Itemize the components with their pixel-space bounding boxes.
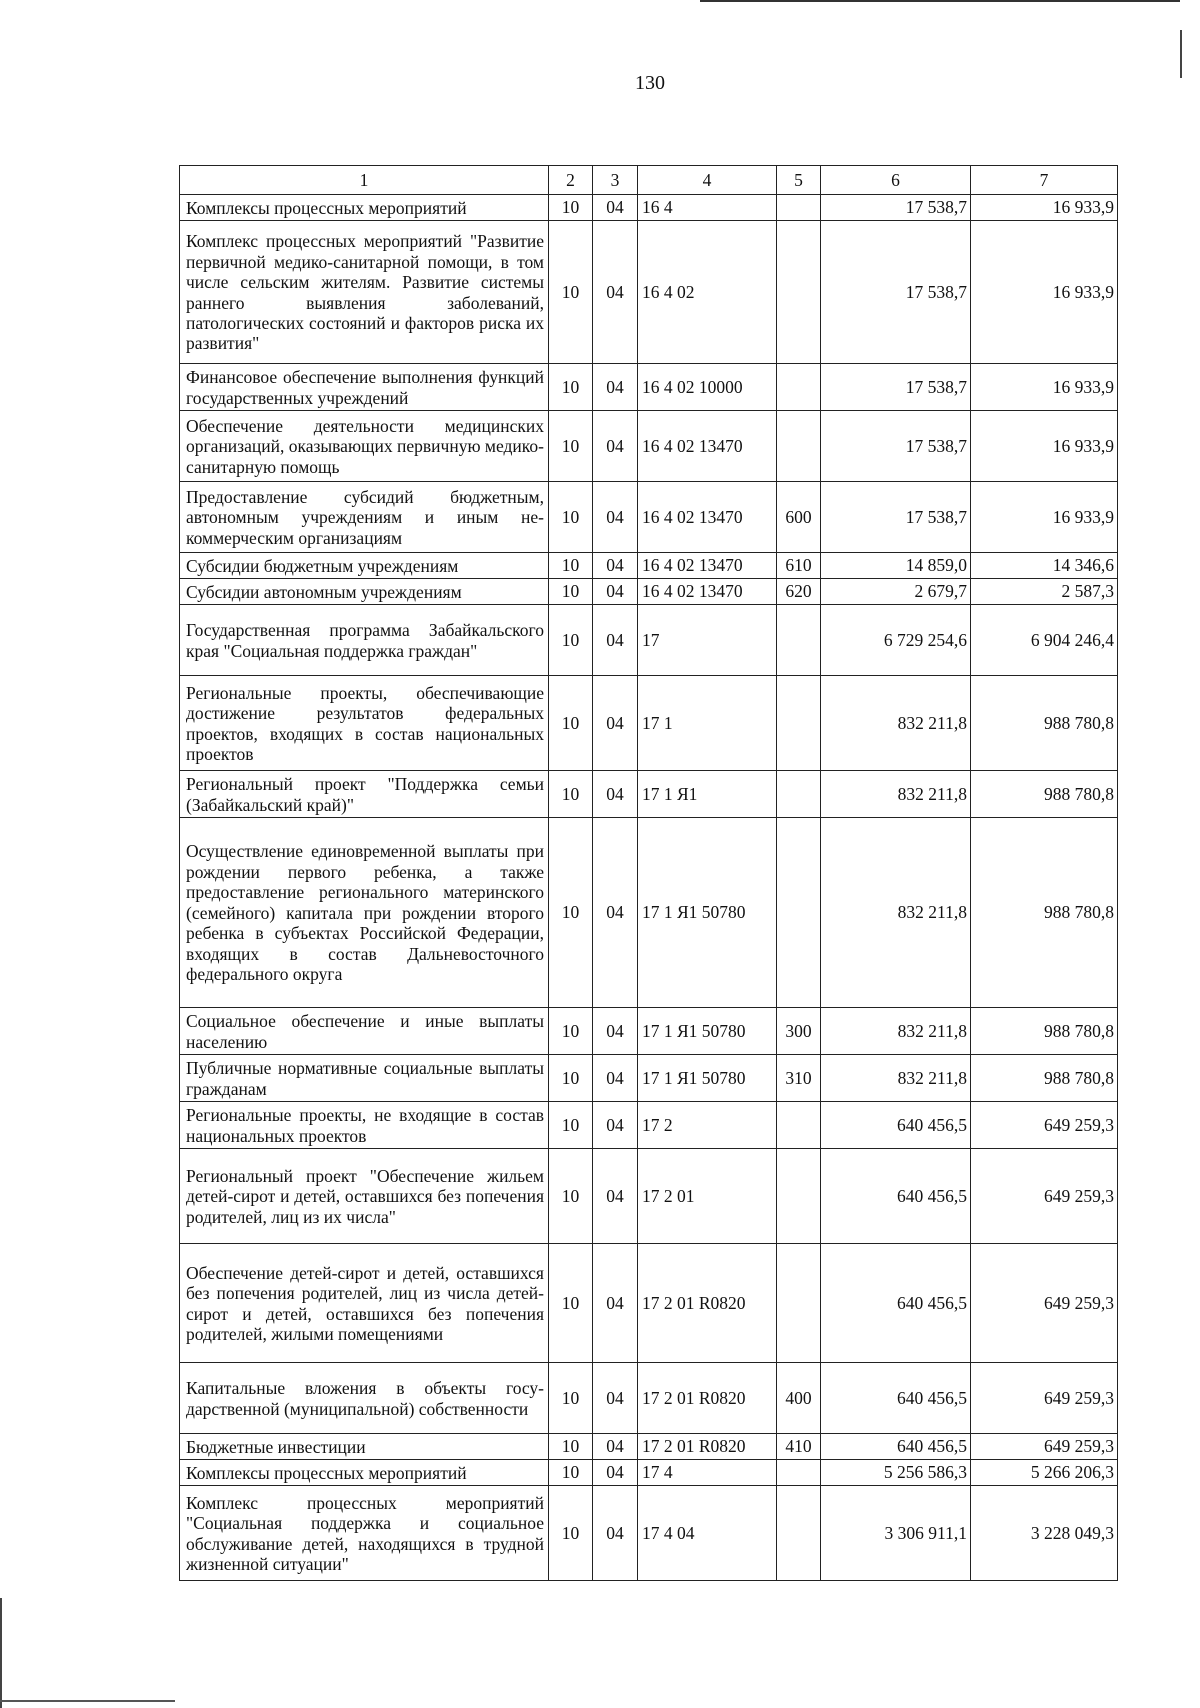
row-subsection: 04 xyxy=(593,818,638,1008)
row-section: 10 xyxy=(549,1055,593,1102)
row-amount-year2: 16 933,9 xyxy=(971,221,1118,364)
row-name: Публичные нормативные социальные выплаты гражданам xyxy=(180,1055,549,1102)
row-amount-year1: 17 538,7 xyxy=(821,195,971,221)
row-amount-year2: 649 259,3 xyxy=(971,1244,1118,1363)
row-amount-year2: 16 933,9 xyxy=(971,482,1118,553)
row-subsection: 04 xyxy=(593,676,638,771)
header-col-3: 3 xyxy=(593,166,638,195)
table-row xyxy=(180,1363,1118,1434)
header-col-6: 6 xyxy=(821,166,971,195)
row-section: 10 xyxy=(549,1149,593,1244)
row-subsection: 04 xyxy=(593,1460,638,1486)
table-header-row xyxy=(180,166,1118,195)
row-expense-type: 310 xyxy=(777,1055,821,1102)
table-row xyxy=(180,771,1118,818)
row-amount-year1: 640 456,5 xyxy=(821,1149,971,1244)
row-expense-type xyxy=(777,1486,821,1581)
row-amount-year1: 5 256 586,3 xyxy=(821,1460,971,1486)
row-name: Государственная программа Забайкальского края "Социальная поддержка граждан" xyxy=(180,605,549,676)
header-col-4: 4 xyxy=(638,166,777,195)
row-expense-type xyxy=(777,411,821,482)
row-expense-type xyxy=(777,676,821,771)
row-name: Региональный проект "Обеспечение жильем детей-сирот и детей, оставшихся без попечения родителей, лиц из их числа" xyxy=(180,1149,549,1244)
row-amount-year1: 17 538,7 xyxy=(821,482,971,553)
row-amount-year2: 3 228 049,3 xyxy=(971,1486,1118,1581)
row-amount-year2: 649 259,3 xyxy=(971,1149,1118,1244)
row-target-code: 17 1 Я1 50780 xyxy=(638,818,777,1008)
row-section: 10 xyxy=(549,1363,593,1434)
row-subsection: 04 xyxy=(593,553,638,579)
scan-margin-mark-left xyxy=(0,1598,2,1708)
row-target-code: 16 4 02 10000 xyxy=(638,364,777,411)
row-name: Комплексы процессных мероприятий xyxy=(180,1460,549,1486)
table-row xyxy=(180,553,1118,579)
row-name: Комплекс процессных мероприятий "Социальная поддержка и социальное обслуживание детей, находящихся в трудной жизненной ситуации" xyxy=(180,1486,549,1581)
row-name: Осуществление единовременной выплаты при рождении первого ребенка, а также предоставление регионального материнского (семейного) капитала при рождении второго ребенка в субъектах Российской Федерации, входящих в состав Дальневосточного федерального округа xyxy=(180,818,549,1008)
row-section: 10 xyxy=(549,1008,593,1055)
row-amount-year2: 16 933,9 xyxy=(971,364,1118,411)
row-target-code: 17 xyxy=(638,605,777,676)
row-subsection: 04 xyxy=(593,1434,638,1460)
row-amount-year2: 16 933,9 xyxy=(971,195,1118,221)
table-row xyxy=(180,579,1118,605)
table-row xyxy=(180,818,1118,1008)
row-expense-type: 600 xyxy=(777,482,821,553)
row-amount-year1: 2 679,7 xyxy=(821,579,971,605)
row-subsection: 04 xyxy=(593,579,638,605)
row-section: 10 xyxy=(549,579,593,605)
row-subsection: 04 xyxy=(593,482,638,553)
row-amount-year1: 17 538,7 xyxy=(821,221,971,364)
row-name: Обеспечение деятельности медицинских организаций, оказывающих первичную медико-санитарную помощь xyxy=(180,411,549,482)
row-amount-year1: 832 211,8 xyxy=(821,1055,971,1102)
row-target-code: 17 2 01 xyxy=(638,1149,777,1244)
table-row xyxy=(180,1055,1118,1102)
table-row xyxy=(180,1244,1118,1363)
row-amount-year1: 832 211,8 xyxy=(821,676,971,771)
row-name: Региональные проекты, не входящие в состав национальных проектов xyxy=(180,1102,549,1149)
row-amount-year1: 6 729 254,6 xyxy=(821,605,971,676)
row-amount-year2: 5 266 206,3 xyxy=(971,1460,1118,1486)
row-section: 10 xyxy=(549,1460,593,1486)
row-amount-year1: 14 859,0 xyxy=(821,553,971,579)
row-section: 10 xyxy=(549,1102,593,1149)
row-amount-year2: 649 259,3 xyxy=(971,1102,1118,1149)
row-name: Субсидии бюджетным учреждениям xyxy=(180,553,549,579)
row-target-code: 17 2 01 R0820 xyxy=(638,1363,777,1434)
table-row xyxy=(180,1102,1118,1149)
row-amount-year1: 640 456,5 xyxy=(821,1244,971,1363)
row-expense-type xyxy=(777,221,821,364)
header-col-5: 5 xyxy=(777,166,821,195)
row-amount-year1: 3 306 911,1 xyxy=(821,1486,971,1581)
row-target-code: 16 4 xyxy=(638,195,777,221)
row-section: 10 xyxy=(549,411,593,482)
row-amount-year2: 6 904 246,4 xyxy=(971,605,1118,676)
row-amount-year1: 832 211,8 xyxy=(821,771,971,818)
row-amount-year2: 988 780,8 xyxy=(971,676,1118,771)
row-amount-year2: 988 780,8 xyxy=(971,1008,1118,1055)
row-target-code: 17 2 01 R0820 xyxy=(638,1434,777,1460)
row-expense-type xyxy=(777,1149,821,1244)
row-section: 10 xyxy=(549,482,593,553)
row-name: Социальное обеспечение и иные выплаты населению xyxy=(180,1008,549,1055)
row-target-code: 16 4 02 13470 xyxy=(638,482,777,553)
row-name: Субсидии автономным учреждениям xyxy=(180,579,549,605)
row-section: 10 xyxy=(549,553,593,579)
row-expense-type: 620 xyxy=(777,579,821,605)
row-section: 10 xyxy=(549,221,593,364)
row-expense-type: 400 xyxy=(777,1363,821,1434)
row-expense-type xyxy=(777,195,821,221)
row-expense-type xyxy=(777,605,821,676)
row-amount-year1: 17 538,7 xyxy=(821,411,971,482)
row-subsection: 04 xyxy=(593,1102,638,1149)
header-col-7: 7 xyxy=(971,166,1118,195)
row-subsection: 04 xyxy=(593,411,638,482)
row-section: 10 xyxy=(549,1434,593,1460)
row-expense-type xyxy=(777,1244,821,1363)
row-expense-type xyxy=(777,1102,821,1149)
row-amount-year2: 649 259,3 xyxy=(971,1363,1118,1434)
header-col-2: 2 xyxy=(549,166,593,195)
row-amount-year2: 988 780,8 xyxy=(971,771,1118,818)
row-target-code: 16 4 02 13470 xyxy=(638,411,777,482)
row-subsection: 04 xyxy=(593,1363,638,1434)
row-expense-type: 410 xyxy=(777,1434,821,1460)
top-edge-rule xyxy=(700,0,1180,2)
row-target-code: 17 2 xyxy=(638,1102,777,1149)
row-amount-year2: 988 780,8 xyxy=(971,1055,1118,1102)
row-subsection: 04 xyxy=(593,1149,638,1244)
row-section: 10 xyxy=(549,1244,593,1363)
row-expense-type xyxy=(777,771,821,818)
table-row xyxy=(180,1460,1118,1486)
table-row xyxy=(180,676,1118,771)
row-subsection: 04 xyxy=(593,1008,638,1055)
row-section: 10 xyxy=(549,1486,593,1581)
row-name: Комплекс процессных мероприятий "Развитие первичной медико-санитарной помощи, в том числе сельским жителям. Развитие системы раннего выявления заболеваний, патологических состояний и факторов риска их развития" xyxy=(180,221,549,364)
table-row xyxy=(180,221,1118,364)
row-target-code: 17 2 01 R0820 xyxy=(638,1244,777,1363)
row-target-code: 16 4 02 13470 xyxy=(638,579,777,605)
table-row xyxy=(180,411,1118,482)
row-name: Комплексы процессных мероприятий xyxy=(180,195,549,221)
row-amount-year2: 16 933,9 xyxy=(971,411,1118,482)
row-amount-year1: 640 456,5 xyxy=(821,1363,971,1434)
row-section: 10 xyxy=(549,818,593,1008)
table-row xyxy=(180,605,1118,676)
row-target-code: 17 1 xyxy=(638,676,777,771)
row-target-code: 17 4 xyxy=(638,1460,777,1486)
scan-bottom-rule xyxy=(0,1700,175,1702)
row-amount-year2: 14 346,6 xyxy=(971,553,1118,579)
row-target-code: 17 1 Я1 50780 xyxy=(638,1008,777,1055)
row-name: Финансовое обеспечение выполнения функций государственных учреждений xyxy=(180,364,549,411)
row-section: 10 xyxy=(549,364,593,411)
row-subsection: 04 xyxy=(593,221,638,364)
row-section: 10 xyxy=(549,195,593,221)
row-amount-year2: 649 259,3 xyxy=(971,1434,1118,1460)
header-col-1: 1 xyxy=(180,166,549,195)
row-target-code: 17 1 Я1 50780 xyxy=(638,1055,777,1102)
page-number: 130 xyxy=(635,72,665,94)
row-target-code: 16 4 02 13470 xyxy=(638,553,777,579)
row-target-code: 16 4 02 xyxy=(638,221,777,364)
row-section: 10 xyxy=(549,676,593,771)
row-expense-type xyxy=(777,818,821,1008)
row-subsection: 04 xyxy=(593,1486,638,1581)
row-subsection: 04 xyxy=(593,1055,638,1102)
row-target-code: 17 4 04 xyxy=(638,1486,777,1581)
row-target-code: 17 1 Я1 xyxy=(638,771,777,818)
row-amount-year1: 832 211,8 xyxy=(821,818,971,1008)
row-amount-year1: 640 456,5 xyxy=(821,1102,971,1149)
scan-margin-mark xyxy=(1180,30,1182,78)
row-name: Бюджетные инвестиции xyxy=(180,1434,549,1460)
row-expense-type xyxy=(777,1460,821,1486)
row-name: Региональные проекты, обеспечивающие достижение результатов федеральных проектов, входящих в состав национальных проектов xyxy=(180,676,549,771)
table-row xyxy=(180,1434,1118,1460)
row-expense-type: 300 xyxy=(777,1008,821,1055)
row-expense-type xyxy=(777,364,821,411)
table-row xyxy=(180,364,1118,411)
row-subsection: 04 xyxy=(593,771,638,818)
row-subsection: 04 xyxy=(593,605,638,676)
row-amount-year1: 640 456,5 xyxy=(821,1434,971,1460)
row-subsection: 04 xyxy=(593,1244,638,1363)
row-name: Предоставление субсидий бюджетным, автономным учреждениям и иным некоммерческим организациям xyxy=(180,482,549,553)
row-amount-year2: 988 780,8 xyxy=(971,818,1118,1008)
row-name: Капитальные вложения в объекты государственной (муниципальной) собственности xyxy=(180,1363,549,1434)
row-subsection: 04 xyxy=(593,195,638,221)
budget-table xyxy=(179,165,1118,1581)
table-row xyxy=(180,195,1118,221)
row-subsection: 04 xyxy=(593,364,638,411)
row-name: Региональный проект "Поддержка семьи (Забайкальский край)" xyxy=(180,771,549,818)
table-row xyxy=(180,1486,1118,1581)
row-section: 10 xyxy=(549,605,593,676)
table-row xyxy=(180,1008,1118,1055)
row-section: 10 xyxy=(549,771,593,818)
row-amount-year1: 17 538,7 xyxy=(821,364,971,411)
row-expense-type: 610 xyxy=(777,553,821,579)
row-name: Обеспечение детей-сирот и детей, оставшихся без попечения родителей, лиц из числа детей-сирот и детей, оставшихся без попечения родителей, жилыми помещениями xyxy=(180,1244,549,1363)
row-amount-year1: 832 211,8 xyxy=(821,1008,971,1055)
table-row xyxy=(180,1149,1118,1244)
row-amount-year2: 2 587,3 xyxy=(971,579,1118,605)
table-row xyxy=(180,482,1118,553)
